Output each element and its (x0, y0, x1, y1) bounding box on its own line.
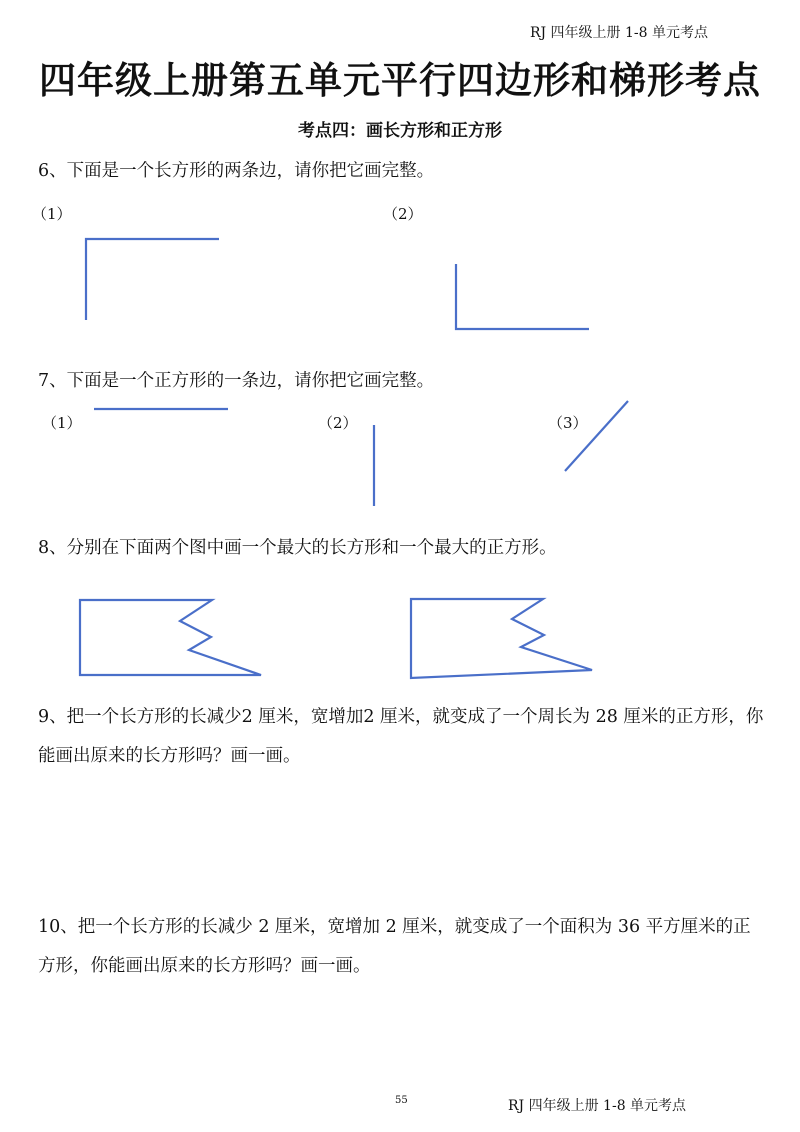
question-8-text: 8、分别在下面两个图中画一个最大的长方形和一个最大的正方形。 (38, 538, 557, 558)
q6-figure-1 (86, 239, 219, 320)
question-10-text: 10、把一个长方形的长减少 2 厘米，宽增加 2 厘米，就变成了一个面积为 36 平方厘米的正方形，你能画出原来的长方形吗？画一画。 (38, 917, 751, 976)
q7-label-2: （2） (318, 414, 358, 432)
q6-label-1: （1） (32, 205, 72, 223)
q6-figure-2 (456, 264, 589, 329)
q7-figure-3 (565, 401, 628, 471)
page-number: 55 (395, 1095, 408, 1106)
header-label: RJ 四年级上册 1-8 单元考点 (529, 25, 708, 41)
q8-shape-left (80, 600, 261, 675)
q8-shape-right (411, 599, 592, 678)
question-9-text: 9、把一个长方形的长减少2 厘米，宽增加2 厘米，就变成了一个周长为 28 厘米的正方形，你能画出原来的长方形吗？画一画。 (38, 707, 764, 766)
q7-label-3: （3） (548, 414, 588, 432)
section-subtitle: 考点四：画长方形和正方形 (298, 121, 502, 141)
footer-label: RJ 四年级上册 1-8 单元考点 (508, 1098, 687, 1114)
question-7-text: 7、下面是一个正方形的一条边，请你把它画完整。 (38, 371, 435, 391)
q6-label-2: （2） (383, 205, 423, 223)
page-title: 四年级上册第五单元平行四边形和梯形考点 (39, 58, 761, 102)
question-6-text: 6、下面是一个长方形的两条边，请你把它画完整。 (38, 161, 435, 181)
q7-label-1: （1） (42, 414, 82, 432)
